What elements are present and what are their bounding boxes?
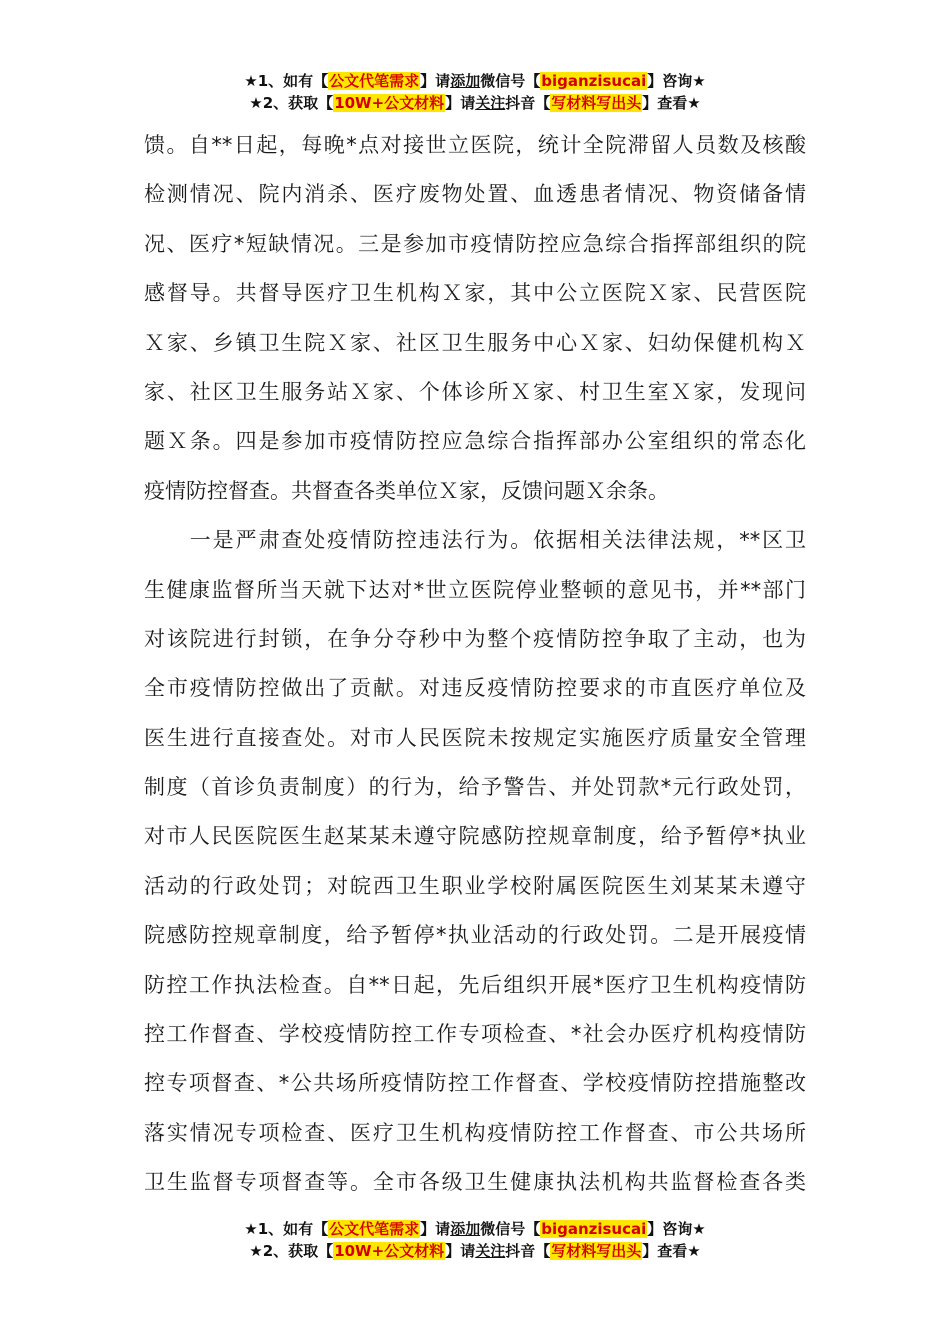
banner-text: ★2、获取【 (249, 1242, 334, 1260)
highlight-service: 公文代笔需求 (329, 1220, 420, 1238)
text-line: 全市疫情防控做出了贡献。对违反疫情防控要求的市直医疗单位及 (144, 676, 806, 701)
banner-text: 】咨询★ (647, 72, 706, 90)
banner-text: ★1、如有【 (244, 1220, 329, 1238)
banner-text: 】请 (445, 1242, 476, 1260)
banner-text: 微信号【 (480, 72, 541, 90)
banner-text: 】咨询★ (647, 1220, 706, 1238)
banner-line-1 (0, 1218, 950, 1240)
highlight-service: 公文代笔需求 (329, 72, 420, 90)
banner-underlined: 添加 (450, 1220, 481, 1238)
banner-text: 】请 (420, 1220, 451, 1238)
text-line: Ｘ家、乡镇卫生院Ｘ家、社区卫生服务中心Ｘ家、妇幼保健机构Ｘ (144, 330, 806, 355)
banner-text: 】请 (420, 72, 451, 90)
banner-underlined: 关注 (475, 94, 506, 112)
header-banner (0, 70, 950, 114)
banner-line-1 (0, 70, 950, 92)
banner-text: 】查看★ (642, 1242, 701, 1260)
text-line: 卫生监督专项督查等。全市各级卫生健康执法机构共监督检查各类 (144, 1170, 806, 1195)
text-line: 疫情防控督查。共督查各类单位Ｘ家，反馈问题Ｘ余条。 (144, 478, 669, 503)
highlight-materials: 10W+公文材料 (334, 94, 445, 112)
banner-underlined: 添加 (450, 72, 481, 90)
banner-line-2 (0, 1240, 950, 1262)
text-line: 况、医疗*短缺情况。三是参加市疫情防控应急综合指挥部组织的院 (144, 231, 806, 256)
text-line: 感督导。共督导医疗卫生机构Ｘ家，其中公立医院Ｘ家、民营医院 (144, 281, 806, 306)
text-line: 对市人民医院医生赵某某未遵守院感防控规章制度，给予暂停*执业 (144, 824, 806, 849)
text-line: 控工作督查、学校疫情防控工作专项检查、*社会办医疗机构疫情防 (144, 1022, 806, 1047)
text-line: 防控工作执法检查。自**日起，先后组织开展*医疗卫生机构疫情防 (144, 972, 806, 997)
banner-text: 】请 (445, 94, 476, 112)
banner-text: 】查看★ (642, 94, 701, 112)
highlight-wechat-id: biganzisucai (541, 72, 647, 90)
banner-text: 抖音【 (505, 1242, 551, 1260)
banner-text: 微信号【 (480, 1220, 541, 1238)
text-line: 制度（首诊负责制度）的行为，给予警告、并处罚款*元行政处罚， (144, 775, 806, 800)
text-line: 落实情况专项检查、医疗卫生机构疫情防控工作督查、市公共场所 (144, 1120, 806, 1145)
banner-text: 抖音【 (505, 94, 551, 112)
text-line: 馈。自**日起，每晚*点对接世立医院，统计全院滞留人员数及核酸 (144, 133, 806, 157)
text-line: 检测情况、院内消杀、医疗废物处置、血透患者情况、物资储备情 (144, 182, 806, 207)
highlight-douyin-account: 写材料写出头 (551, 1242, 642, 1260)
footer-banner (0, 1218, 950, 1262)
banner-line-2 (0, 92, 950, 114)
text-line: 活动的行政处罚；对皖西卫生职业学校附属医院医生刘某某未遵守 (144, 873, 806, 898)
document-body (144, 121, 806, 1211)
banner-text: ★1、如有【 (244, 72, 329, 90)
text-line: 家、社区卫生服务站Ｘ家、个体诊所Ｘ家、村卫生室Ｘ家，发现问 (144, 379, 806, 404)
text-line: 题Ｘ条。四是参加市疫情防控应急综合指挥部办公室组织的常态化 (144, 429, 806, 454)
highlight-materials: 10W+公文材料 (334, 1242, 445, 1260)
text-line: 院感防控规章制度，给予暂停*执业活动的行政处罚。二是开展疫情 (144, 923, 806, 948)
text-line: 生健康监督所当天就下达对*世立医院停业整顿的意见书，并**部门 (144, 577, 806, 602)
banner-underlined: 关注 (475, 1242, 506, 1260)
text-line: 医生进行直接查处。对市人民医院未按规定实施医疗质量安全管理 (144, 725, 806, 750)
text-line: 对该院进行封锁，在争分夺秒中为整个疫情防控争取了主动，也为 (144, 626, 806, 651)
highlight-douyin-account: 写材料写出头 (551, 94, 642, 112)
banner-text: ★2、获取【 (249, 94, 334, 112)
text-line: 控专项督查、*公共场所疫情防控工作督查、学校疫情防控措施整改 (144, 1071, 806, 1096)
highlight-wechat-id: biganzisucai (541, 1220, 647, 1238)
text-line: 一是严肃查处疫情防控违法行为。依据相关法律法规，**区卫 (144, 528, 806, 553)
